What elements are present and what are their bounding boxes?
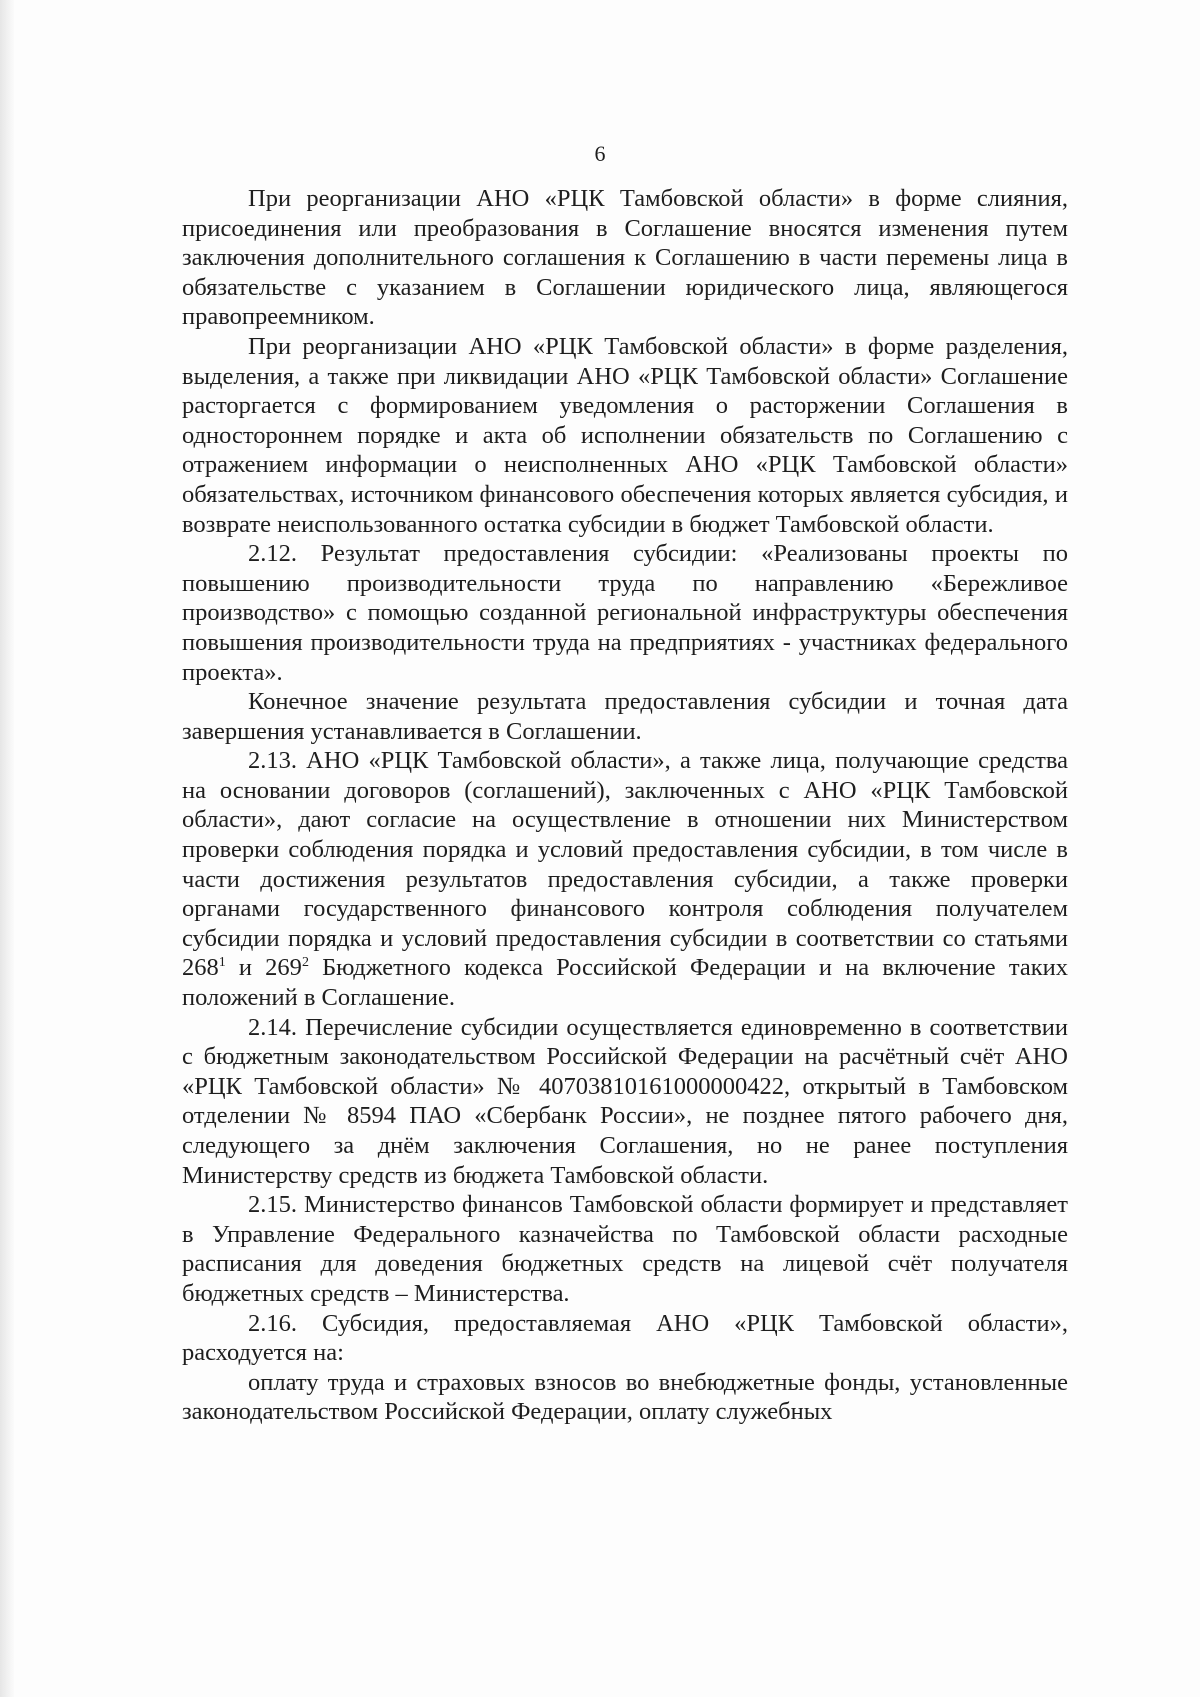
- paragraph-final-value: Конечное значение результата предоставления субсидии и точная дата завершения устанавливается в Соглашении.: [182, 688, 1068, 745]
- paragraph-2-16-spending: 2.16. Субсидия, предоставляемая АНО «РЦК Тамбовской области», расходуется на:: [182, 1309, 1068, 1367]
- paragraph-reorganization-merger: При реорганизации АНО «РЦК Тамбовской области» в форме слияния, присоединения или преобразования в Соглашение вносятся изменения путем заключения дополнительного соглашения к Соглашению в части перемены лица в обязательстве с указанием в Соглашении юридического лица, являющегося правопреемником.: [182, 185, 1068, 331]
- paragraph-2-13-text-before: 2.13. АНО «РЦК Тамбовской области», а также лица, получающие средства на основании договоров (соглашений), заключенных с АНО «РЦК Тамбовской области», дают согласие на осуществление в отношении них Министерством проверки соблюдения порядка и условий предоставления субсидии, в том числе в части достижения результатов предоставления субсидии, а также проверки органами государственного финансового контроля соблюдения получателем субсидии порядка и условий предоставления субсидии в соответствии со статьями 268: [182, 747, 1068, 982]
- paragraph-2-15-ministry-finance: 2.15. Министерство финансов Тамбовской области формирует и представляет в Управление Федерального казначейства по Тамбовской области расходные расписания для доведения бюджетных средств на лицевой счёт получателя бюджетных средств – Министерства.: [182, 1191, 1068, 1307]
- paragraph-2-12-result: 2.12. Результат предоставления субсидии: «Реализованы проекты по повышению производительности труда по направлению «Бережливое производство» с помощью созданной региональной инфраструктуры обеспечения повышения производительности труда на предприятиях - участниках федерального проекта».: [182, 540, 1068, 686]
- page-number: 6: [594, 141, 606, 166]
- paragraph-2-14-transfer: 2.14. Перечисление субсидии осуществляется единовременно в соответствии с бюджетным законодательством Российской Федерации на расчётный счёт АНО «РЦК Тамбовской области» № 40703810161000000422, открытый в Тамбовском отделении № 8594 ПАО «Сбербанк России», не позднее пятого рабочего дня, следующего за днём заключения Соглашения, но не ранее поступления Министерству средств из бюджета Тамбовской области.: [182, 1013, 1068, 1189]
- document-body: [182, 184, 1068, 1427]
- superscript-268: 1: [218, 955, 226, 971]
- paragraph-2-13-text-middle: и 269: [225, 954, 302, 982]
- scan-edge-shadow: [0, 0, 14, 1697]
- paragraph-reorganization-division: При реорганизации АНО «РЦК Тамбовской области» в форме разделения, выделения, а также при ликвидации АНО «РЦК Тамбовской области» Соглашение расторгается с формированием уведомления о расторжении Соглашения в одностороннем порядке и акта об исполнении обязательств по Соглашению с отражением информации о неисполненных АНО «РЦК Тамбовской области» обязательствах, источником финансового обеспечения которых является субсидия, и возврате неиспользованного остатка субсидии в бюджет Тамбовской области.: [182, 332, 1068, 538]
- paragraph-2-13-text-after: Бюджетного кодекса Российской Федерации и на включение таких положений в Соглашение.: [182, 954, 1068, 1012]
- paragraph-2-13-consent: [182, 746, 1068, 1012]
- superscript-269: 2: [301, 955, 309, 971]
- paragraph-payment-list: оплату труда и страховых взносов во внебюджетные фонды, установленные законодательством Российской Федерации, оплату служебных: [182, 1368, 1068, 1426]
